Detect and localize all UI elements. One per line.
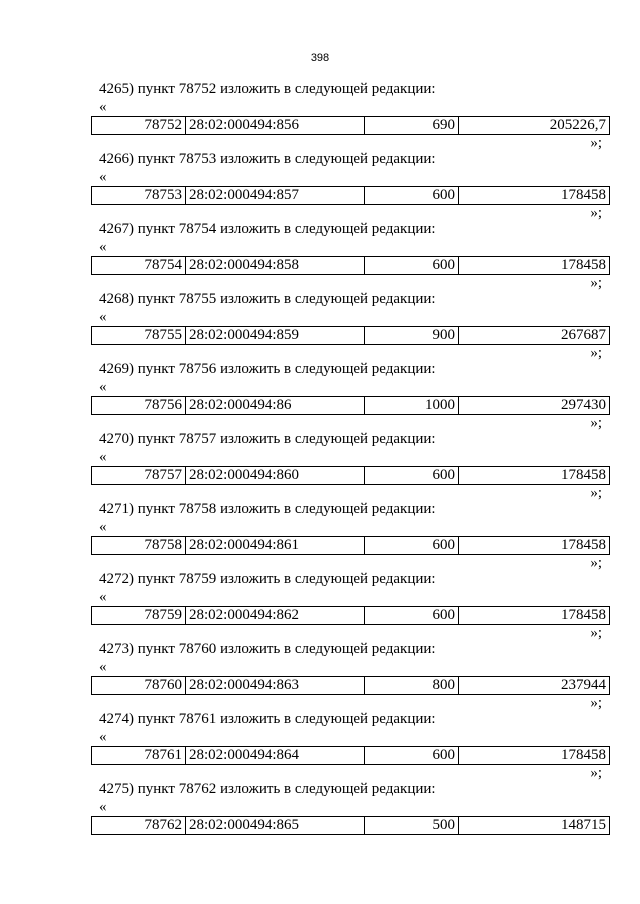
opening-quote: « xyxy=(99,239,107,255)
item-number-cell: 78755 xyxy=(92,327,186,345)
amendment-row-table xyxy=(91,186,610,205)
opening-quote: « xyxy=(99,729,107,745)
amendment-heading: 4273) пункт 78760 изложить в следующей редакции: xyxy=(99,641,436,657)
amendment-row-table xyxy=(91,326,610,345)
cadastral-number-cell: 28:02:000494:86 xyxy=(186,397,365,415)
amendment-entry xyxy=(91,640,610,710)
amendment-heading: 4270) пункт 78757 изложить в следующей редакции: xyxy=(99,431,436,447)
table-row xyxy=(92,327,610,345)
amendment-entry xyxy=(91,500,610,570)
item-number-cell: 78752 xyxy=(92,117,186,135)
closing-quote: »; xyxy=(590,275,602,291)
opening-quote: « xyxy=(99,799,107,815)
table-row xyxy=(92,257,610,275)
cadastral-number-cell: 28:02:000494:864 xyxy=(186,747,365,765)
item-number-cell: 78754 xyxy=(92,257,186,275)
area-cell: 600 xyxy=(365,257,459,275)
table-row xyxy=(92,747,610,765)
value-cell: 178458 xyxy=(459,607,610,625)
amendment-row-table xyxy=(91,256,610,275)
page-number: 398 xyxy=(310,52,330,64)
item-number-cell: 78761 xyxy=(92,747,186,765)
closing-quote: »; xyxy=(590,695,602,711)
cadastral-number-cell: 28:02:000494:862 xyxy=(186,607,365,625)
area-cell: 800 xyxy=(365,677,459,695)
cadastral-number-cell: 28:02:000494:860 xyxy=(186,467,365,485)
value-cell: 237944 xyxy=(459,677,610,695)
value-cell: 178458 xyxy=(459,537,610,555)
closing-quote: »; xyxy=(590,415,602,431)
value-cell: 267687 xyxy=(459,327,610,345)
area-cell: 1000 xyxy=(365,397,459,415)
cadastral-number-cell: 28:02:000494:859 xyxy=(186,327,365,345)
table-row xyxy=(92,467,610,485)
closing-quote: »; xyxy=(590,345,602,361)
amendment-row-table xyxy=(91,676,610,695)
area-cell: 600 xyxy=(365,607,459,625)
cadastral-number-cell: 28:02:000494:861 xyxy=(186,537,365,555)
value-cell: 205226,7 xyxy=(459,117,610,135)
amendment-entry xyxy=(91,360,610,430)
amendment-entry xyxy=(91,150,610,220)
amendment-row-table xyxy=(91,466,610,485)
cadastral-number-cell: 28:02:000494:856 xyxy=(186,117,365,135)
cadastral-number-cell: 28:02:000494:863 xyxy=(186,677,365,695)
value-cell: 178458 xyxy=(459,467,610,485)
table-row xyxy=(92,187,610,205)
value-cell: 178458 xyxy=(459,257,610,275)
amendment-heading: 4272) пункт 78759 изложить в следующей редакции: xyxy=(99,571,436,587)
item-number-cell: 78753 xyxy=(92,187,186,205)
closing-quote: »; xyxy=(590,765,602,781)
cadastral-number-cell: 28:02:000494:865 xyxy=(186,817,365,835)
amendment-heading: 4266) пункт 78753 изложить в следующей редакции: xyxy=(99,151,436,167)
table-row xyxy=(92,117,610,135)
amendment-heading: 4271) пункт 78758 изложить в следующей редакции: xyxy=(99,501,436,517)
opening-quote: « xyxy=(99,519,107,535)
cadastral-number-cell: 28:02:000494:857 xyxy=(186,187,365,205)
area-cell: 900 xyxy=(365,327,459,345)
area-cell: 500 xyxy=(365,817,459,835)
amendment-row-table xyxy=(91,746,610,765)
area-cell: 600 xyxy=(365,187,459,205)
amendment-entry xyxy=(91,570,610,640)
amendment-entry xyxy=(91,220,610,290)
item-number-cell: 78758 xyxy=(92,537,186,555)
table-row xyxy=(92,397,610,415)
amendment-row-table xyxy=(91,536,610,555)
amendment-heading: 4275) пункт 78762 изложить в следующей редакции: xyxy=(99,781,436,797)
opening-quote: « xyxy=(99,589,107,605)
opening-quote: « xyxy=(99,379,107,395)
closing-quote: »; xyxy=(590,555,602,571)
cadastral-number-cell: 28:02:000494:858 xyxy=(186,257,365,275)
amendment-row-table xyxy=(91,816,610,835)
opening-quote: « xyxy=(99,659,107,675)
amendment-row-table xyxy=(91,396,610,415)
amendment-heading: 4269) пункт 78756 изложить в следующей редакции: xyxy=(99,361,436,377)
value-cell: 148715 xyxy=(459,817,610,835)
amendment-entry xyxy=(91,290,610,360)
item-number-cell: 78762 xyxy=(92,817,186,835)
value-cell: 178458 xyxy=(459,747,610,765)
closing-quote: »; xyxy=(590,205,602,221)
area-cell: 600 xyxy=(365,747,459,765)
area-cell: 600 xyxy=(365,537,459,555)
table-row xyxy=(92,607,610,625)
amendment-heading: 4267) пункт 78754 изложить в следующей редакции: xyxy=(99,221,436,237)
amendment-heading: 4274) пункт 78761 изложить в следующей редакции: xyxy=(99,711,436,727)
opening-quote: « xyxy=(99,99,107,115)
item-number-cell: 78756 xyxy=(92,397,186,415)
item-number-cell: 78760 xyxy=(92,677,186,695)
amendment-entry xyxy=(91,80,610,150)
amendment-heading: 4265) пункт 78752 изложить в следующей редакции: xyxy=(99,81,436,97)
opening-quote: « xyxy=(99,309,107,325)
closing-quote: »; xyxy=(590,625,602,641)
amendment-row-table xyxy=(91,116,610,135)
amendment-heading: 4268) пункт 78755 изложить в следующей редакции: xyxy=(99,291,436,307)
area-cell: 690 xyxy=(365,117,459,135)
area-cell: 600 xyxy=(365,467,459,485)
value-cell: 297430 xyxy=(459,397,610,415)
opening-quote: « xyxy=(99,449,107,465)
table-row xyxy=(92,537,610,555)
table-row xyxy=(92,817,610,835)
closing-quote: »; xyxy=(590,485,602,501)
closing-quote: »; xyxy=(590,135,602,151)
amendment-entry xyxy=(91,780,610,850)
table-row xyxy=(92,677,610,695)
item-number-cell: 78759 xyxy=(92,607,186,625)
value-cell: 178458 xyxy=(459,187,610,205)
opening-quote: « xyxy=(99,169,107,185)
amendment-row-table xyxy=(91,606,610,625)
amendment-entry xyxy=(91,710,610,780)
item-number-cell: 78757 xyxy=(92,467,186,485)
amendment-entry xyxy=(91,430,610,500)
amendment-list xyxy=(91,80,610,850)
